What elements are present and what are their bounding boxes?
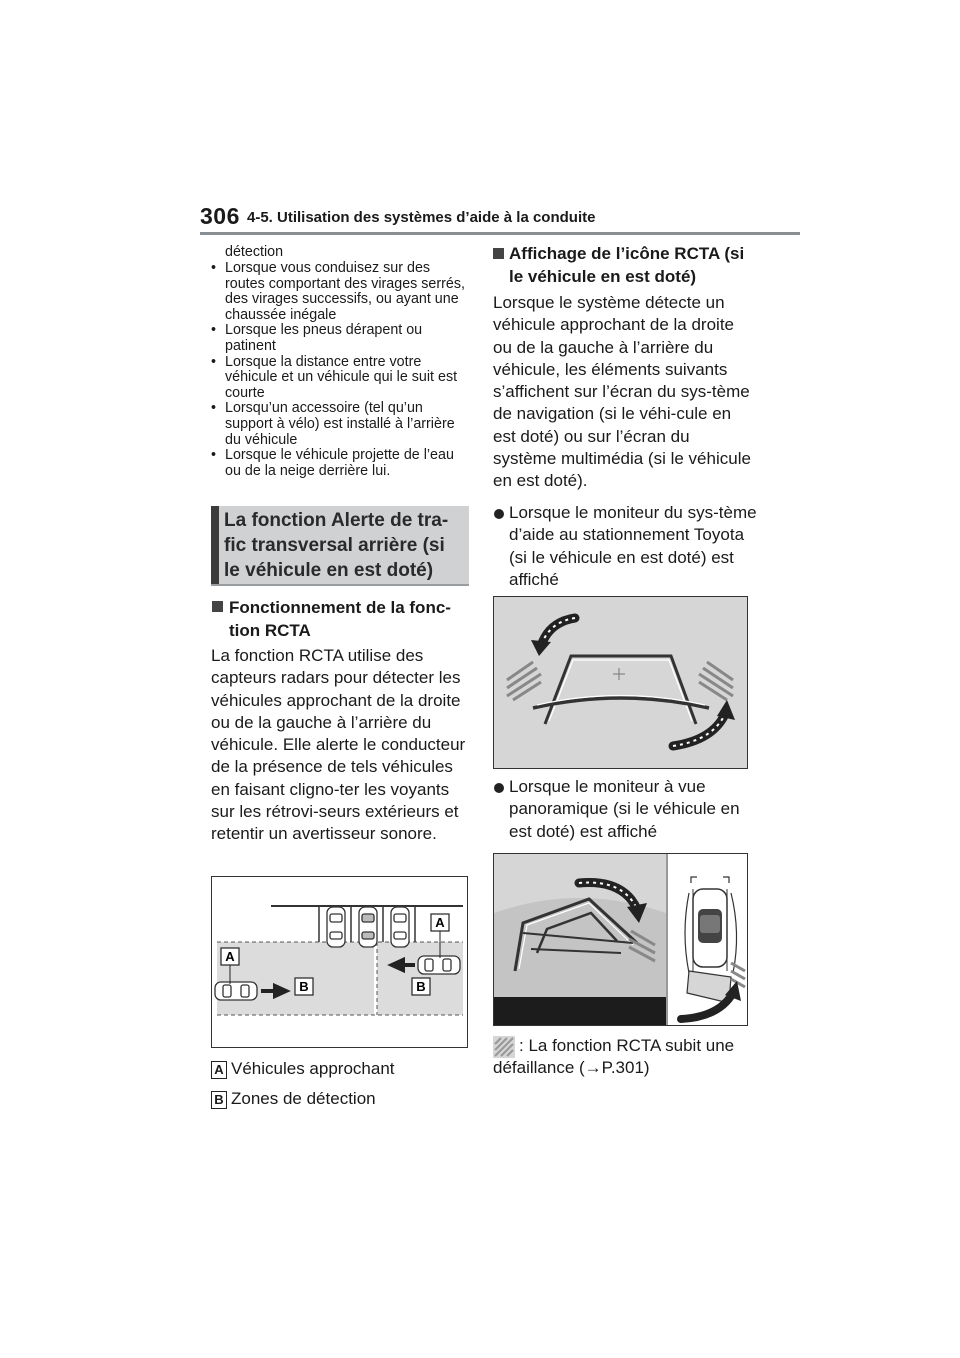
panoramic-screen-illustration [493, 853, 748, 1026]
rcta-description: La fonction RCTA utilise des capteurs radars pour détecter les véhicules approchant de la droite ou de la gauche à l’arrière du véhicule. Elle alerte le conducteur de la présence de tels véhicules en faisant cligno-ter les voyants sur les rétrovi-seurs extérieurs et retentir un avertisseur sonore. [211, 646, 466, 844]
legend-approaching-vehicles: Véhicules approchant [231, 1059, 395, 1078]
car-icon [359, 907, 377, 947]
header-rule [200, 232, 800, 235]
legend-badge-a: A [211, 1061, 227, 1079]
page-number: 306 [200, 203, 240, 229]
section-title: La fonction Alerte de tra-fic transversal arrière (si le véhicule en est doté) [224, 510, 449, 581]
list-item: • Lorsqu’un accessoire (tel qu’un support à vélo) est installé à l’arrière du véhicule [211, 401, 473, 448]
car-icon [391, 907, 409, 947]
list-item: • Lorsque vous conduisez sur des routes comportant des virages serrés, des virages successifs, ou ayant une chaussée inégale [211, 261, 473, 323]
bullet-parking-assist-monitor: Lorsque le moniteur du sys-tème d’aide au stationnement Toyota (si le véhicule en est doté) est affiché [509, 503, 757, 589]
malfunction-note: : La fonction RCTA subit une défaillance (→P.301) [493, 1036, 735, 1078]
round-bullet-icon [494, 509, 504, 519]
subheading-rcta-icon-display: Affichage de l’icône RCTA (si le véhicule en est doté) [509, 244, 745, 286]
legend-badge-b: B [211, 1091, 227, 1109]
round-bullet-icon [494, 783, 504, 793]
chapter-title: 4-5. Utilisation des systèmes d’aide à la conduite [247, 209, 596, 226]
subheading-rcta-operation: Fonctionnement de la fonc-tion RCTA [229, 598, 451, 640]
square-bullet-icon [493, 248, 504, 259]
list-item: • Lorsque le véhicule projette de l’eau ou de la neige derrière lui. [211, 448, 473, 479]
figure-label-b: B [299, 979, 309, 994]
rcta-detection-illustration [211, 876, 468, 1048]
car-icon [418, 956, 460, 974]
car-icon [327, 907, 345, 947]
legend-detection-zones: Zones de détection [231, 1089, 376, 1108]
condition-list [211, 261, 473, 479]
figure-label-a: A [225, 949, 235, 964]
square-bullet-icon [212, 601, 223, 612]
parking-assist-screen-illustration [493, 596, 748, 769]
car-icon [215, 982, 257, 1000]
section-heading-bar [211, 506, 219, 586]
icon-display-description: Lorsque le système détecte un véhicule approchant de la droite ou de la gauche à l’arrière du véhicule, les éléments suivants s’affichent sur l’écran du sys-tème de navigation (si le véhi-cule en est doté) ou sur l’écran du système multimédia (si le véhicule en est doté). [493, 293, 751, 491]
bullet-panoramic-view-monitor: Lorsque le moniteur à vue panoramique (si le véhicule en est doté) est affiché [509, 777, 740, 841]
list-item: • Lorsque les pneus dérapent ou patinent [211, 323, 473, 354]
section-heading-underline [211, 584, 469, 586]
figure-label-a: A [435, 915, 445, 930]
continuation-text: détection [225, 244, 284, 260]
list-item: • Lorsque la distance entre votre véhicule et un véhicule qui le suit est courte [211, 355, 473, 402]
figure-label-b: B [416, 979, 426, 994]
